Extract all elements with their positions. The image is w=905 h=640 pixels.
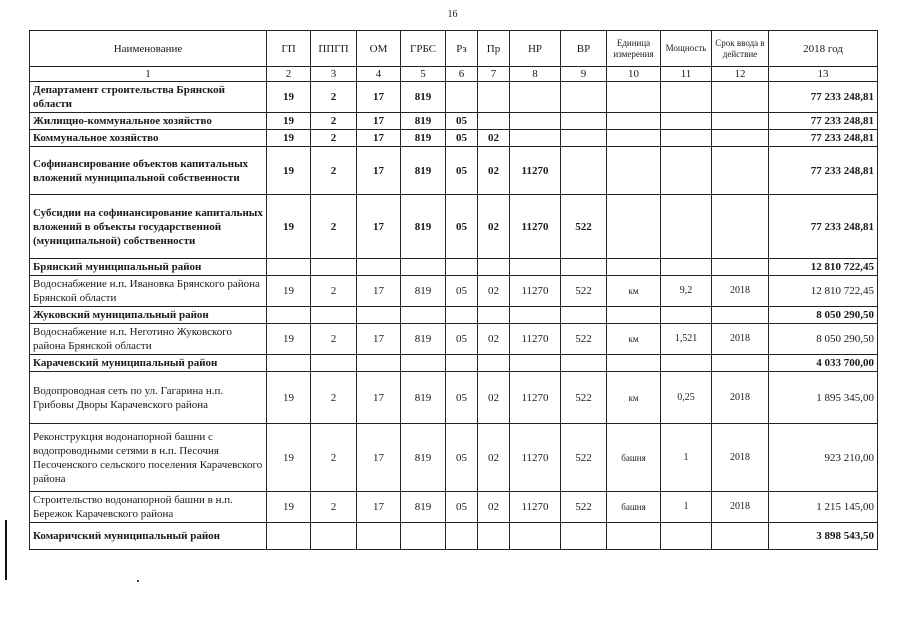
- cell-pr: [478, 523, 510, 550]
- header-pr: Пр: [478, 31, 510, 67]
- cell-nr: 11270: [510, 372, 561, 424]
- cell-pr: [478, 307, 510, 324]
- cell-vr: [561, 113, 607, 130]
- cell-name: Субсидии на софинансирование капитальных вложений в объекты государственной (муниципальной) собственности: [30, 195, 267, 259]
- cell-gp: 19: [267, 195, 311, 259]
- cell-vr: 522: [561, 424, 607, 492]
- cell-name: Жилищно-коммунальное хозяйство: [30, 113, 267, 130]
- cell-gp: 19: [267, 113, 311, 130]
- cell-grbs: 819: [401, 113, 446, 130]
- cell-rz: 05: [446, 130, 478, 147]
- table-row: [30, 324, 878, 355]
- cell-ppgp: [311, 355, 357, 372]
- cell-unit: [607, 195, 661, 259]
- cell-unit: [607, 259, 661, 276]
- cell-name: Коммунальное хозяйство: [30, 130, 267, 147]
- cell-unit: [607, 130, 661, 147]
- cell-sum: 3 898 543,50: [769, 523, 878, 550]
- cell-name: Водоснабжение н.п. Ивановка Брянского района Брянской области: [30, 276, 267, 307]
- cell-vr: 522: [561, 195, 607, 259]
- cell-gp: 19: [267, 82, 311, 113]
- cell-sum: 77 233 248,81: [769, 113, 878, 130]
- cell-rz: 05: [446, 195, 478, 259]
- table-row: [30, 195, 878, 259]
- cell-om: 17: [357, 324, 401, 355]
- budget-table: [29, 30, 878, 550]
- cell-nr: [510, 307, 561, 324]
- page-number: 16: [447, 9, 458, 20]
- cell-om: [357, 523, 401, 550]
- cell-nr: [510, 355, 561, 372]
- cell-grbs: 819: [401, 147, 446, 195]
- column-number-5: 5: [401, 67, 446, 82]
- cell-unit: [607, 355, 661, 372]
- cell-nr: [510, 259, 561, 276]
- cell-rz: [446, 259, 478, 276]
- column-number-8: 8: [510, 67, 561, 82]
- cell-gp: 19: [267, 324, 311, 355]
- cell-term: 2018: [712, 424, 769, 492]
- cell-cap: 1: [661, 492, 712, 523]
- cell-unit: [607, 113, 661, 130]
- cell-ppgp: 2: [311, 276, 357, 307]
- header-row: [30, 31, 878, 67]
- cell-cap: [661, 355, 712, 372]
- cell-cap: 9,2: [661, 276, 712, 307]
- cell-pr: 02: [478, 276, 510, 307]
- cell-om: 17: [357, 130, 401, 147]
- column-number-11: 11: [661, 67, 712, 82]
- cell-vr: [561, 523, 607, 550]
- cell-gp: [267, 355, 311, 372]
- cell-sum: 1 895 345,00: [769, 372, 878, 424]
- cell-term: [712, 523, 769, 550]
- cell-grbs: 819: [401, 130, 446, 147]
- column-number-row: [30, 67, 878, 82]
- column-number-4: 4: [357, 67, 401, 82]
- cell-om: 17: [357, 82, 401, 113]
- cell-grbs: [401, 523, 446, 550]
- cell-rz: [446, 82, 478, 113]
- cell-pr: [478, 259, 510, 276]
- cell-ppgp: 2: [311, 424, 357, 492]
- cell-name: Департамент строительства Брянской области: [30, 82, 267, 113]
- column-number-13: 13: [769, 67, 878, 82]
- cell-rz: [446, 355, 478, 372]
- cell-unit: км: [607, 276, 661, 307]
- cell-pr: 02: [478, 324, 510, 355]
- cell-cap: 1,521: [661, 324, 712, 355]
- cell-ppgp: 2: [311, 147, 357, 195]
- cell-sum: 77 233 248,81: [769, 147, 878, 195]
- cell-cap: [661, 147, 712, 195]
- cell-rz: [446, 523, 478, 550]
- cell-gp: 19: [267, 130, 311, 147]
- column-number-7: 7: [478, 67, 510, 82]
- table-row: [30, 424, 878, 492]
- cell-om: 17: [357, 276, 401, 307]
- cell-nr: [510, 523, 561, 550]
- cell-vr: 522: [561, 324, 607, 355]
- cell-nr: 11270: [510, 276, 561, 307]
- cell-nr: [510, 130, 561, 147]
- cell-sum: 77 233 248,81: [769, 82, 878, 113]
- cell-ppgp: [311, 259, 357, 276]
- cell-sum: 4 033 700,00: [769, 355, 878, 372]
- cell-grbs: 819: [401, 492, 446, 523]
- cell-unit: [607, 82, 661, 113]
- table-row: [30, 355, 878, 372]
- cell-om: [357, 259, 401, 276]
- cell-cap: [661, 259, 712, 276]
- cell-sum: 77 233 248,81: [769, 130, 878, 147]
- cell-unit: [607, 523, 661, 550]
- cell-nr: 11270: [510, 324, 561, 355]
- cell-gp: [267, 307, 311, 324]
- cell-name: Брянский муниципальный район: [30, 259, 267, 276]
- cell-ppgp: 2: [311, 113, 357, 130]
- cell-name: Реконструкция водонапорной башни с водопроводными сетями в н.п. Песочня Песоченского сельского поселения Карачевского района: [30, 424, 267, 492]
- margin-mark: [5, 520, 7, 580]
- cell-gp: 19: [267, 276, 311, 307]
- cell-om: 17: [357, 113, 401, 130]
- cell-term: [712, 307, 769, 324]
- cell-vr: [561, 259, 607, 276]
- header-ppgp: ППГП: [311, 31, 357, 67]
- cell-cap: [661, 113, 712, 130]
- cell-name: Комаричский муниципальный район: [30, 523, 267, 550]
- cell-ppgp: [311, 307, 357, 324]
- column-number-10: 10: [607, 67, 661, 82]
- cell-term: [712, 355, 769, 372]
- cell-rz: 05: [446, 324, 478, 355]
- cell-term: [712, 259, 769, 276]
- cell-unit: км: [607, 324, 661, 355]
- header-vr: ВР: [561, 31, 607, 67]
- cell-unit: [607, 307, 661, 324]
- cell-pr: [478, 113, 510, 130]
- cell-nr: [510, 82, 561, 113]
- cell-om: 17: [357, 492, 401, 523]
- header-gp: ГП: [267, 31, 311, 67]
- cell-nr: 11270: [510, 195, 561, 259]
- cell-term: [712, 82, 769, 113]
- cell-cap: [661, 82, 712, 113]
- cell-ppgp: 2: [311, 82, 357, 113]
- table-row: [30, 372, 878, 424]
- cell-term: 2018: [712, 276, 769, 307]
- cell-cap: [661, 195, 712, 259]
- header-unit: Единица измерения: [607, 31, 661, 67]
- cell-grbs: [401, 259, 446, 276]
- header-rz: Рз: [446, 31, 478, 67]
- column-number-12: 12: [712, 67, 769, 82]
- cell-rz: 05: [446, 492, 478, 523]
- cell-cap: 0,25: [661, 372, 712, 424]
- cell-unit: [607, 147, 661, 195]
- cell-rz: 05: [446, 276, 478, 307]
- cell-pr: 02: [478, 130, 510, 147]
- cell-grbs: 819: [401, 82, 446, 113]
- cell-rz: 05: [446, 424, 478, 492]
- cell-vr: 522: [561, 492, 607, 523]
- cell-cap: [661, 523, 712, 550]
- table-row: [30, 82, 878, 113]
- cell-vr: [561, 355, 607, 372]
- cell-term: [712, 113, 769, 130]
- cell-ppgp: 2: [311, 195, 357, 259]
- cell-sum: 923 210,00: [769, 424, 878, 492]
- cell-cap: [661, 130, 712, 147]
- header-om: ОМ: [357, 31, 401, 67]
- table-row: [30, 492, 878, 523]
- table-row: [30, 523, 878, 550]
- cell-sum: 77 233 248,81: [769, 195, 878, 259]
- column-number-1: 1: [30, 67, 267, 82]
- cell-grbs: 819: [401, 324, 446, 355]
- cell-name: Водоснабжение н.п. Неготино Жуковского района Брянской области: [30, 324, 267, 355]
- cell-sum: 1 215 145,00: [769, 492, 878, 523]
- cell-cap: [661, 307, 712, 324]
- cell-gp: 19: [267, 372, 311, 424]
- cell-ppgp: 2: [311, 324, 357, 355]
- column-number-9: 9: [561, 67, 607, 82]
- table-row: [30, 307, 878, 324]
- cell-pr: 02: [478, 195, 510, 259]
- cell-om: [357, 307, 401, 324]
- cell-om: 17: [357, 372, 401, 424]
- cell-om: 17: [357, 147, 401, 195]
- cell-grbs: 819: [401, 195, 446, 259]
- cell-ppgp: 2: [311, 372, 357, 424]
- cell-name: Карачевский муниципальный район: [30, 355, 267, 372]
- cell-gp: [267, 259, 311, 276]
- cell-term: 2018: [712, 492, 769, 523]
- cell-gp: 19: [267, 424, 311, 492]
- column-number-3: 3: [311, 67, 357, 82]
- cell-term: [712, 147, 769, 195]
- cell-sum: 12 810 722,45: [769, 259, 878, 276]
- cell-grbs: 819: [401, 276, 446, 307]
- cell-vr: 522: [561, 276, 607, 307]
- cell-term: [712, 130, 769, 147]
- cell-pr: 02: [478, 424, 510, 492]
- table-row: [30, 113, 878, 130]
- table-row: [30, 147, 878, 195]
- cell-name: Строительство водонапорной башни в н.п. Бережок Карачевского района: [30, 492, 267, 523]
- cell-gp: 19: [267, 492, 311, 523]
- cell-pr: [478, 82, 510, 113]
- cell-grbs: 819: [401, 372, 446, 424]
- header-nr: НР: [510, 31, 561, 67]
- cell-term: 2018: [712, 372, 769, 424]
- cell-unit: км: [607, 372, 661, 424]
- cell-rz: 05: [446, 372, 478, 424]
- cell-cap: 1: [661, 424, 712, 492]
- cell-unit: башня: [607, 424, 661, 492]
- column-number-2: 2: [267, 67, 311, 82]
- cell-gp: 19: [267, 147, 311, 195]
- cell-nr: 11270: [510, 492, 561, 523]
- header-cap: Мощность: [661, 31, 712, 67]
- cell-pr: [478, 355, 510, 372]
- cell-unit: башня: [607, 492, 661, 523]
- cell-pr: 02: [478, 147, 510, 195]
- cell-rz: 05: [446, 147, 478, 195]
- cell-name: Софинансирование объектов капитальных вложений муниципальной собственности: [30, 147, 267, 195]
- header-grbs: ГРБС: [401, 31, 446, 67]
- header-term: Срок ввода в действие: [712, 31, 769, 67]
- header-name: Наименование: [30, 31, 267, 67]
- cell-vr: [561, 130, 607, 147]
- cell-name: Водопроводная сеть по ул. Гагарина н.п. Грибовы Дворы Карачевского района: [30, 372, 267, 424]
- cell-grbs: [401, 355, 446, 372]
- cell-rz: [446, 307, 478, 324]
- cell-om: [357, 355, 401, 372]
- cell-om: 17: [357, 424, 401, 492]
- cell-sum: 8 050 290,50: [769, 324, 878, 355]
- cell-rz: 05: [446, 113, 478, 130]
- cell-vr: [561, 82, 607, 113]
- cell-vr: 522: [561, 372, 607, 424]
- cell-pr: 02: [478, 492, 510, 523]
- cell-name: Жуковский муниципальный район: [30, 307, 267, 324]
- cell-term: [712, 195, 769, 259]
- cell-ppgp: 2: [311, 130, 357, 147]
- cell-gp: [267, 523, 311, 550]
- table-row: [30, 259, 878, 276]
- cell-vr: [561, 307, 607, 324]
- column-number-6: 6: [446, 67, 478, 82]
- cell-sum: 8 050 290,50: [769, 307, 878, 324]
- cell-grbs: [401, 307, 446, 324]
- cell-ppgp: [311, 523, 357, 550]
- cell-nr: [510, 113, 561, 130]
- table-row: [30, 130, 878, 147]
- header-sum: 2018 год: [769, 31, 878, 67]
- cell-sum: 12 810 722,45: [769, 276, 878, 307]
- cell-term: 2018: [712, 324, 769, 355]
- table-row: [30, 276, 878, 307]
- cell-ppgp: 2: [311, 492, 357, 523]
- cell-pr: 02: [478, 372, 510, 424]
- cell-grbs: 819: [401, 424, 446, 492]
- scan-speck: [137, 580, 139, 582]
- cell-nr: 11270: [510, 147, 561, 195]
- cell-nr: 11270: [510, 424, 561, 492]
- cell-om: 17: [357, 195, 401, 259]
- cell-vr: [561, 147, 607, 195]
